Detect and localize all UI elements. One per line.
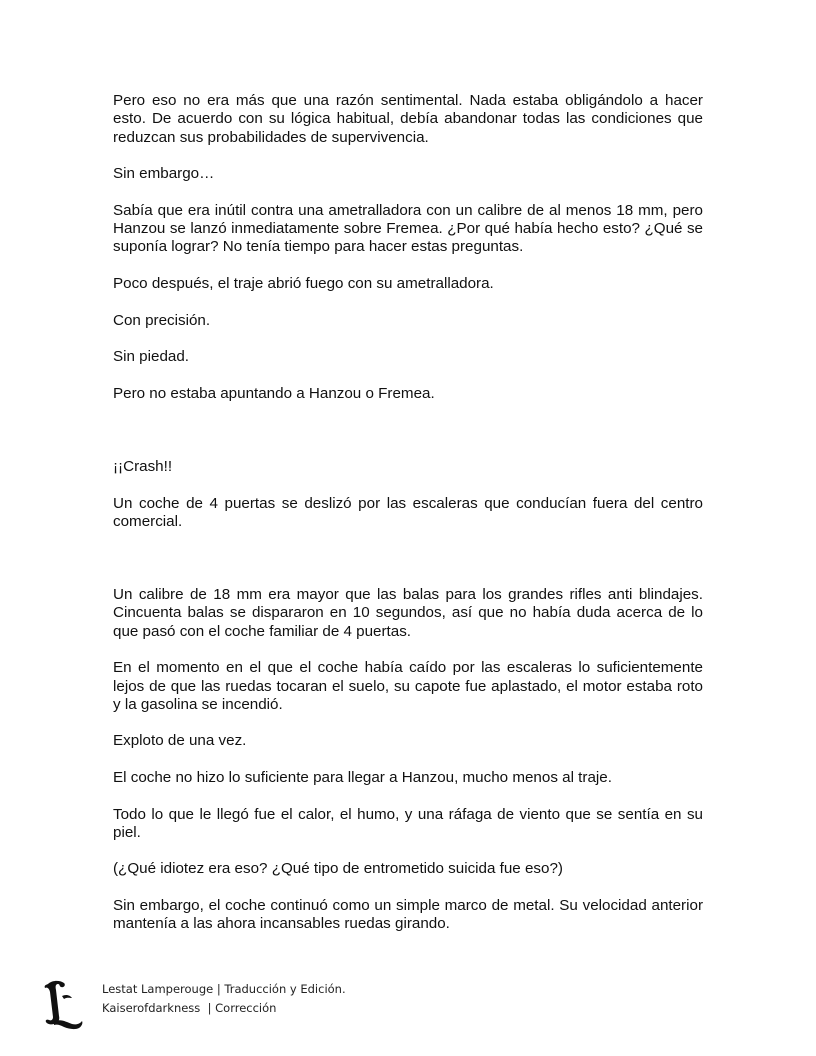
credit-line-translation: Lestat Lamperouge | Traducción y Edición. <box>102 982 346 996</box>
paragraph: ¡¡Crash!! <box>113 457 173 475</box>
paragraph: El coche no hizo lo suficiente para llegar a Hanzou, mucho menos al traje. <box>113 768 612 786</box>
paragraph: Pero no estaba apuntando a Hanzou o Fremea. <box>113 384 435 402</box>
page-footer <box>42 978 542 1038</box>
paragraph: Un coche de 4 puertas se deslizó por las escaleras que conducían fuera del centro comercial. <box>113 494 703 530</box>
paragraph: Sin embargo, el coche continuó como un simple marco de metal. Su velocidad anterior mantenía a las ahora incansables ruedas girando. <box>113 897 703 933</box>
paragraph: En el momento en el que el coche había caído por las escaleras lo suficientemente lejos de que las ruedas tocaran el suelo, su capote fue aplastado, el motor estaba roto y la gasolina se incendió. <box>113 659 703 713</box>
document-body <box>113 92 703 952</box>
paragraph: Pero eso no era más que una razón sentimental. Nada estaba obligándolo a hacer esto. De acuerdo con su lógica habitual, debía abandonar todas las condiciones que reduzcan sus probabilidades de supervivencia. <box>113 92 703 146</box>
paragraph: Sabía que era inútil contra una ametralladora con un calibre de al menos 18 mm, pero Hanzou se lanzó inmediatamente sobre Fremea. ¿Por qué había hecho esto? ¿Qué se suponía lograr? No tenía tiempo para hacer estas preguntas. <box>113 201 703 256</box>
paragraph: Exploto de una vez. <box>113 732 247 750</box>
section-gap <box>113 549 703 586</box>
gothic-l-logo-icon <box>42 978 86 1030</box>
paragraph: Con precisión. <box>113 311 211 329</box>
section-gap <box>113 421 703 458</box>
paragraph: (¿Qué idiotez era eso? ¿Qué tipo de entrometido suicida fue eso?) <box>113 860 563 878</box>
credit-line-correction: Kaiserofdarkness | Corrección <box>102 1001 277 1015</box>
paragraph: Sin piedad. <box>113 348 189 366</box>
paragraph: Poco después, el traje abrió fuego con su ametralladora. <box>113 274 494 292</box>
paragraph: Un calibre de 18 mm era mayor que las balas para los grandes rifles anti blindajes. Cincuenta balas se dispararon en 10 segundos, así que no había duda acerca de lo que pasó con el coche familiar de 4 puertas. <box>113 586 703 640</box>
footer-credits <box>102 980 346 1018</box>
paragraph: Todo lo que le llegó fue el calor, el humo, y una ráfaga de viento que se sentía en su piel. <box>113 805 703 841</box>
paragraph: Sin embargo… <box>113 165 215 183</box>
